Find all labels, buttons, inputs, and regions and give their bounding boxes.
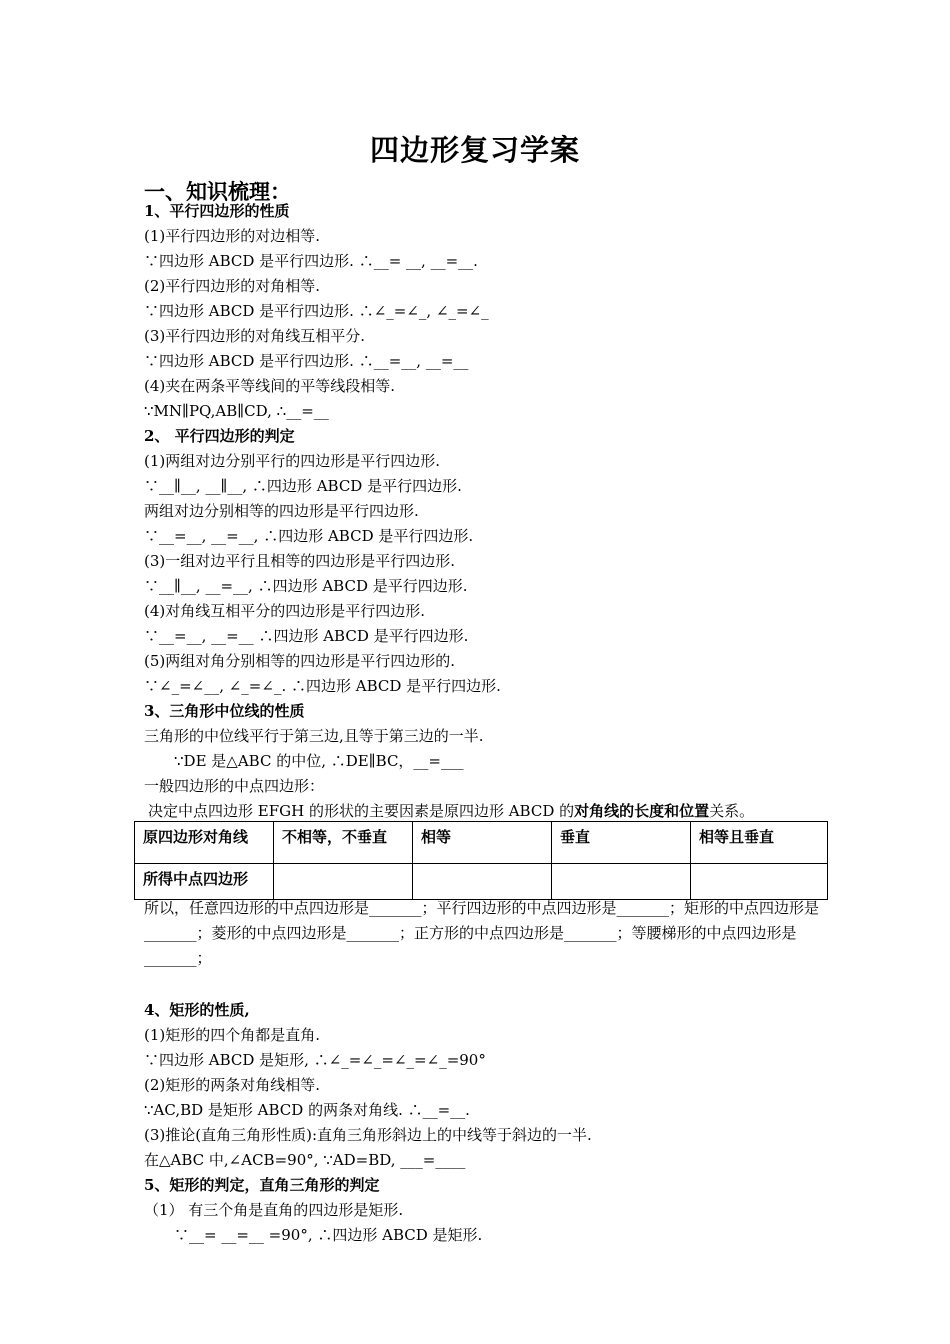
text-line: (3)一组对边平行且相等的四边形是平行四边形. bbox=[144, 552, 456, 570]
text-line: ∵__∥__, __=__, ∴四边形 ABCD 是平行四边形. bbox=[144, 577, 468, 595]
heading-parallelogram-properties: 1、平行四边形的性质 bbox=[144, 202, 290, 220]
text-line: (3)推论(直角三角形性质):直角三角形斜边上的中线等于斜边的一半. bbox=[144, 1126, 592, 1144]
text-line: 决定中点四边形 EFGH 的形状的主要因素是原四边形 ABCD 的对角线的长度和位置关系。 bbox=[148, 802, 755, 820]
text-line: (5)两组对角分别相等的四边形是平行四边形的. bbox=[144, 652, 456, 670]
section-heading: 一、知识梳理： bbox=[144, 179, 291, 204]
table-header-cell: 垂直 bbox=[552, 822, 691, 864]
text-line: ∵MN∥PQ,AB∥CD, ∴__=__ bbox=[144, 402, 329, 420]
table-cell bbox=[274, 864, 413, 900]
text-line: ∵__∥__, __∥__, ∴四边形 ABCD 是平行四边形. bbox=[144, 477, 462, 495]
text-line: 两组对边分别相等的四边形是平行四边形. bbox=[144, 502, 419, 520]
table-row-label: 所得中点四边形 bbox=[135, 864, 274, 900]
heading-rectangle-criteria: 5、矩形的判定，直角三角形的判定 bbox=[144, 1176, 380, 1194]
text-line: ∵AC,BD 是矩形 ABCD 的两条对角线. ∴__=__. bbox=[144, 1101, 470, 1119]
table-cell bbox=[691, 864, 828, 900]
text-line: ∵∠_=∠__, ∠_=∠_. ∴四边形 ABCD 是平行四边形. bbox=[144, 677, 501, 695]
text-line: (2)平行四边形的对角相等. bbox=[144, 277, 321, 295]
table-cell bbox=[552, 864, 691, 900]
text-line: ∵四边形 ABCD 是矩形, ∴∠_=∠_=∠_=∠_=90° bbox=[144, 1051, 486, 1069]
text-line: (3)平行四边形的对角线互相平分. bbox=[144, 327, 366, 345]
text-line: (1)矩形的四个角都是直角. bbox=[144, 1026, 321, 1044]
text-line: ∵DE 是△ABC 的中位, ∴DE∥BC，__=___ bbox=[174, 752, 464, 770]
text-line: ∵__=__, __=__ ∴四边形 ABCD 是平行四边形. bbox=[144, 627, 469, 645]
bold-phrase: 对角线的长度和位置 bbox=[574, 802, 710, 820]
heading-rectangle-properties: 4、矩形的性质, bbox=[144, 1001, 250, 1019]
text-line: ∵四边形 ABCD 是平行四边形. ∴∠_=∠_, ∠_=∠_ bbox=[144, 302, 489, 320]
text-line: ∵四边形 ABCD 是平行四边形. ∴__= __, __=__. bbox=[144, 252, 478, 270]
midpoint-summary-paragraph: 所以，任意四边形的中点四边形是_______；平行四边形的中点四边形是_______；矩形的中点四边形是_______；菱形的中点四边形是_______；正方形的中点四边形是_______；等腰梯形的中点四边形是_______； bbox=[144, 899, 820, 967]
text-line: 在△ABC 中,∠ACB=90°, ∵AD=BD, ___=____ bbox=[144, 1151, 466, 1169]
table-cell bbox=[413, 864, 552, 900]
text-line: (1)两组对边分别平行的四边形是平行四边形. bbox=[144, 452, 441, 470]
text-line: ∵四边形 ABCD 是平行四边形. ∴__=__, __=__ bbox=[144, 352, 469, 370]
table-header-cell: 不相等，不垂直 bbox=[274, 822, 413, 864]
text-line: 三角形的中位线平行于第三边,且等于第三边的一半. bbox=[144, 727, 484, 745]
heading-midline: 3、三角形中位线的性质 bbox=[144, 702, 305, 720]
text-line: ∵__=__, __=__, ∴四边形 ABCD 是平行四边形. bbox=[144, 527, 474, 545]
text-line: （1） 有三个角是直角的四边形是矩形. bbox=[144, 1201, 404, 1219]
page-title: 四边形复习学案 bbox=[369, 133, 580, 167]
text-line: (2)矩形的两条对角线相等. bbox=[144, 1076, 321, 1094]
text-line: (4)夹在两条平等线间的平等线段相等. bbox=[144, 377, 396, 395]
midpoint-quadrilateral-table bbox=[134, 821, 828, 900]
text-line: (1)平行四边形的对边相等. bbox=[144, 227, 321, 245]
table-header-cell: 原四边形对角线 bbox=[135, 822, 274, 864]
table-header-cell: 相等 bbox=[413, 822, 552, 864]
text-line: 一般四边形的中点四边形： bbox=[144, 777, 325, 795]
heading-parallelogram-criteria: 2、 平行四边形的判定 bbox=[144, 427, 295, 445]
text-line: (4)对角线互相平分的四边形是平行四边形. bbox=[144, 602, 426, 620]
text-line: ∵__= __=__ =90°, ∴四边形 ABCD 是矩形. bbox=[174, 1226, 483, 1244]
table-header-cell: 相等且垂直 bbox=[691, 822, 828, 864]
